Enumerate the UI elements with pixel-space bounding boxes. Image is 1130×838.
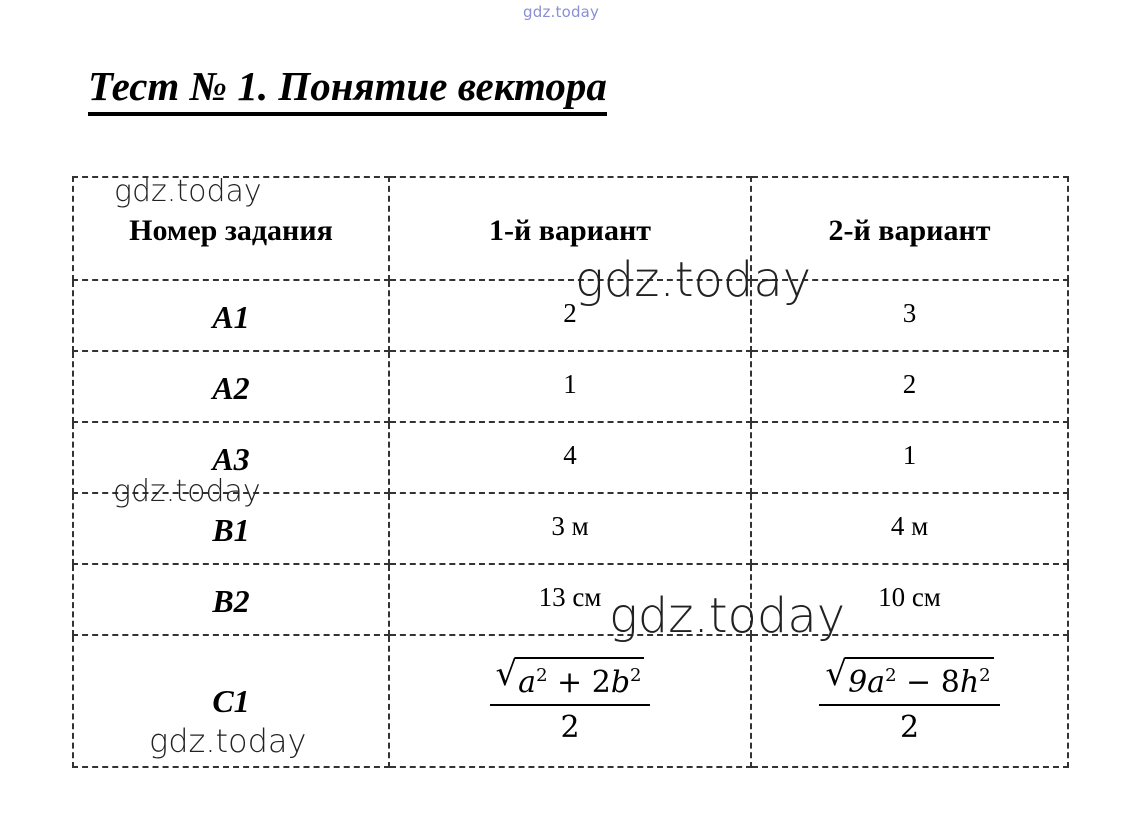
fraction-denominator: 2	[560, 710, 580, 745]
var-b: b	[610, 665, 631, 700]
radical-sign: √	[495, 654, 518, 694]
answer-variant-2: 1	[751, 422, 1068, 493]
answer-variant-2: 3	[751, 280, 1068, 351]
task-number: C1	[73, 635, 389, 767]
radical-sign: √	[825, 654, 848, 694]
fraction-denominator: 2	[899, 710, 920, 745]
task-number: A2	[73, 351, 389, 422]
operator: + 2	[547, 665, 611, 700]
watermark: gdz.today	[113, 474, 261, 509]
answer-variant-1: 3 м	[389, 493, 751, 564]
exponent: 2	[630, 665, 642, 686]
answer-variant-1: 2	[389, 280, 751, 351]
page-title: Тест № 1. Понятие вектора	[88, 60, 607, 116]
task-number: A3	[73, 422, 389, 493]
square-root	[495, 654, 645, 700]
table-row	[73, 351, 1068, 422]
fraction	[819, 654, 999, 745]
operator: − 8	[896, 665, 960, 700]
fraction-numerator	[490, 654, 651, 704]
task-number: B2	[73, 564, 389, 635]
fraction-numerator	[819, 654, 999, 704]
answer-variant-1: 4	[389, 422, 751, 493]
radicand	[515, 657, 644, 700]
watermark-top: gdz.today	[523, 3, 600, 21]
task-number: B1	[73, 493, 389, 564]
watermark: gdz.today	[114, 174, 262, 209]
answer-variant-2: 2	[751, 351, 1068, 422]
answer-variant-1-formula	[389, 635, 751, 767]
answer-variant-1: 1	[389, 351, 751, 422]
header-variant-2: 2-й вариант	[751, 177, 1068, 280]
answer-variant-2: 10 см	[751, 564, 1068, 635]
table-row	[73, 564, 1068, 635]
exponent: 2	[979, 665, 991, 686]
square-root	[825, 654, 993, 700]
var-9a: 9a	[848, 665, 886, 700]
fraction	[490, 654, 651, 745]
exponent: 2	[885, 665, 897, 686]
answer-variant-2: 4 м	[751, 493, 1068, 564]
header-task-number: Номер задания	[73, 177, 389, 280]
exponent: 2	[536, 665, 548, 686]
table-row	[73, 280, 1068, 351]
answer-variant-1: 13 см	[389, 564, 751, 635]
answers-table	[72, 176, 1069, 768]
header-variant-1: 1-й вариант	[389, 177, 751, 280]
task-number: A1	[73, 280, 389, 351]
watermark: gdz.today	[575, 252, 812, 308]
var-h: h	[959, 665, 980, 700]
answer-variant-2-formula	[751, 635, 1068, 767]
watermark: gdz.today	[609, 588, 846, 644]
var-a: a	[518, 665, 537, 700]
radicand	[845, 657, 994, 700]
watermark: gdz.today	[149, 722, 307, 760]
